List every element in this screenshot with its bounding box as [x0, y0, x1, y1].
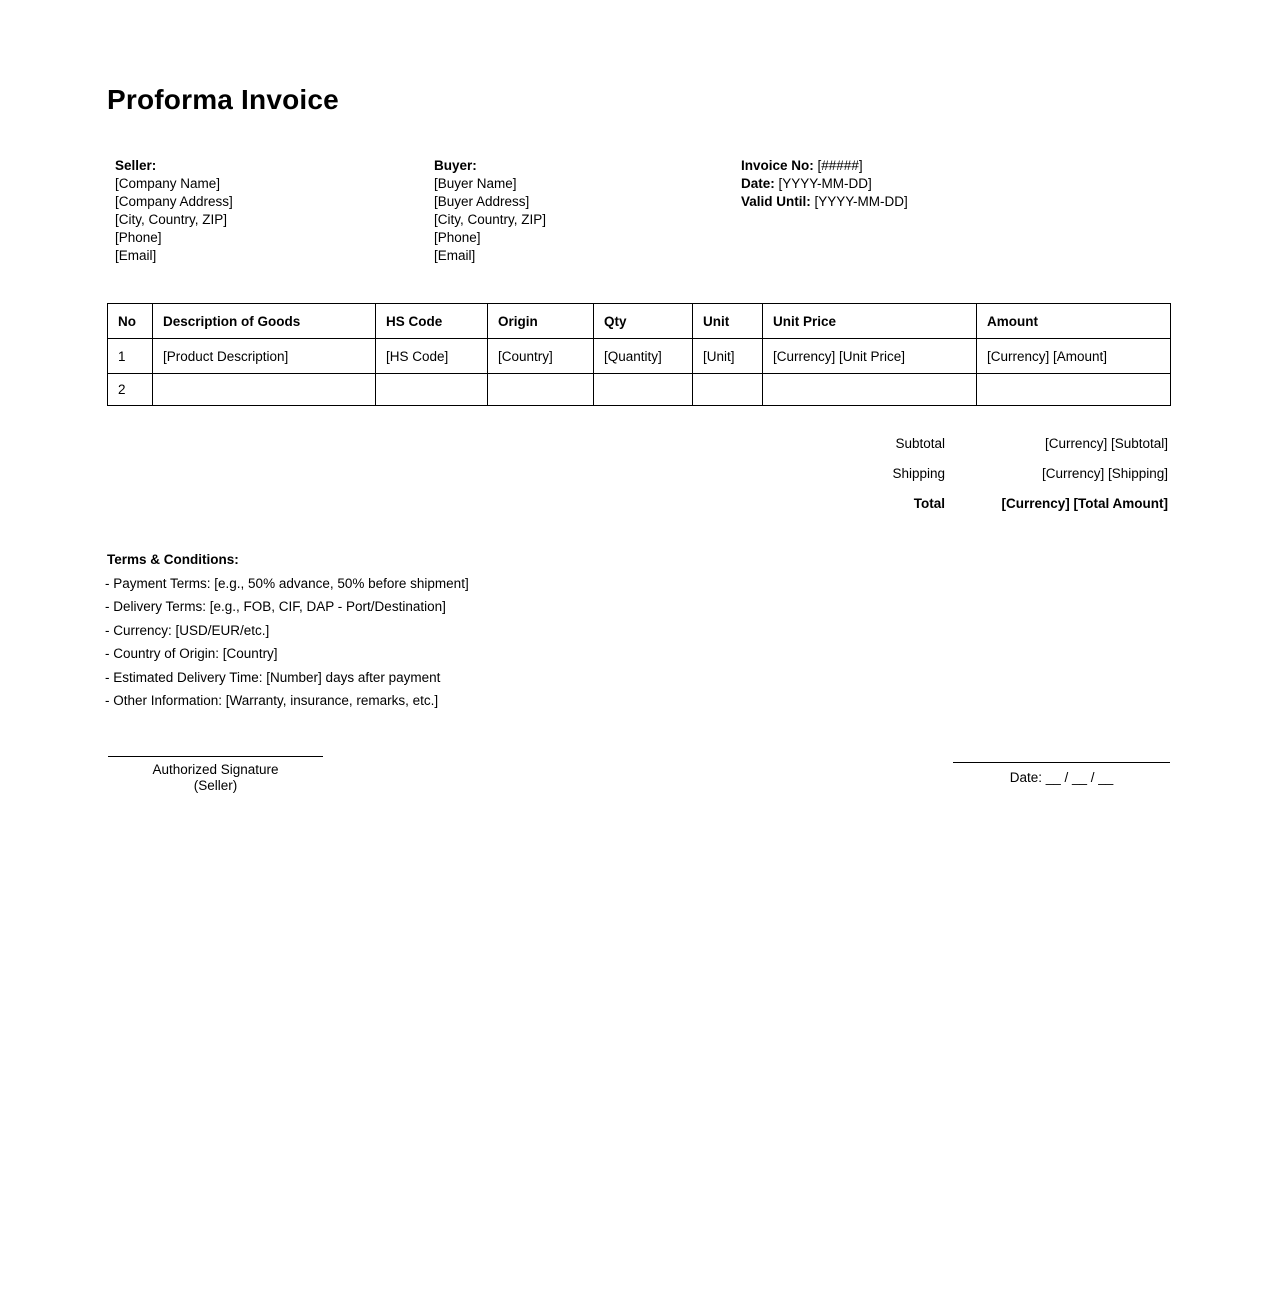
buyer-label: Buyer: — [434, 158, 477, 173]
invoice-date-line — [741, 175, 908, 193]
table-row — [108, 339, 1171, 374]
header-unit: Unit — [693, 304, 763, 339]
buyer-address: [Buyer Address] — [434, 194, 530, 209]
buyer-phone: [Phone] — [434, 230, 481, 245]
cell-unit: [Unit] — [693, 339, 763, 374]
cell-description: [Product Description] — [153, 339, 376, 374]
cell-origin — [488, 374, 594, 406]
cell-origin: [Country] — [488, 339, 594, 374]
header-unit-price: Unit Price — [763, 304, 977, 339]
date-caption: Date: __ / __ / __ — [1009, 770, 1114, 785]
terms-heading: Terms & Conditions: — [107, 552, 239, 567]
terms-payment: - Payment Terms: [e.g., 50% advance, 50% before shipment] — [105, 575, 469, 591]
header-amount: Amount — [977, 304, 1171, 339]
shipping-value: [Currency] [Shipping] — [1041, 465, 1168, 481]
header-origin: Origin — [488, 304, 594, 339]
subtotal-row — [740, 428, 1168, 458]
cell-amount: [Currency] [Amount] — [977, 339, 1171, 374]
cell-unit — [693, 374, 763, 406]
terms-currency: - Currency: [USD/EUR/etc.] — [105, 622, 270, 638]
seller-company-address: [Company Address] — [115, 194, 233, 209]
header-hs-code: HS Code — [376, 304, 488, 339]
header-description: Description of Goods — [153, 304, 376, 339]
seller-section — [115, 157, 233, 265]
cell-unit-price: [Currency] [Unit Price] — [763, 339, 977, 374]
valid-until-label: Valid Until: — [741, 194, 811, 209]
buyer-city-country-zip: [City, Country, ZIP] — [434, 212, 547, 227]
shipping-row — [740, 458, 1168, 488]
date-signature-line — [953, 762, 1170, 763]
buyer-email: [Email] — [434, 248, 476, 263]
buyer-name: [Buyer Name] — [434, 176, 517, 191]
seller-company-name: [Company Name] — [115, 176, 221, 191]
cell-hs-code — [376, 374, 488, 406]
cell-unit-price — [763, 374, 977, 406]
seller-city-country-zip: [City, Country, ZIP] — [115, 212, 228, 227]
valid-until-line — [741, 193, 908, 211]
cell-hs-code: [HS Code] — [376, 339, 488, 374]
total-value: [Currency] [Total Amount] — [1001, 495, 1168, 511]
shipping-label: Shipping — [892, 465, 945, 481]
items-table — [107, 303, 1171, 406]
subtotal-label: Subtotal — [895, 435, 945, 451]
invoice-date-label: Date: — [741, 176, 775, 191]
cell-no: 1 — [108, 339, 153, 374]
totals-section — [740, 428, 1168, 518]
signature-caption — [108, 762, 323, 794]
invoice-no-line — [741, 157, 908, 175]
terms-country-origin: - Country of Origin: [Country] — [105, 646, 278, 661]
cell-description — [153, 374, 376, 406]
invoice-no-label: Invoice No: — [741, 158, 814, 173]
total-label: Total — [913, 495, 945, 511]
table-row — [108, 374, 1171, 406]
signature-line — [108, 756, 323, 757]
terms-section — [107, 548, 469, 713]
terms-delivery: - Delivery Terms: [e.g., FOB, CIF, DAP - Port/Destination] — [105, 599, 446, 614]
valid-until-value: [YYYY-MM-DD] — [814, 194, 908, 209]
seller-label: Seller: — [115, 158, 157, 173]
cell-qty: [Quantity] — [594, 339, 693, 374]
terms-delivery-time: - Estimated Delivery Time: [Number] days after payment — [105, 669, 441, 685]
invoice-no-value: [#####] — [817, 158, 863, 173]
invoice-meta-section — [741, 157, 908, 211]
buyer-section — [434, 157, 546, 265]
terms-other-info: - Other Information: [Warranty, insurance, remarks, etc.] — [105, 693, 439, 708]
header-no: No — [108, 304, 153, 339]
total-row — [740, 488, 1168, 518]
subtotal-value: [Currency] [Subtotal] — [1044, 435, 1168, 451]
signature-caption-line1: Authorized Signature — [152, 762, 279, 777]
invoice-date-value: [YYYY-MM-DD] — [778, 176, 872, 191]
cell-no: 2 — [108, 374, 153, 406]
cell-amount — [977, 374, 1171, 406]
seller-phone: [Phone] — [115, 230, 162, 245]
table-header-row — [108, 304, 1171, 339]
cell-qty — [594, 374, 693, 406]
signature-caption-line2: (Seller) — [193, 778, 238, 793]
seller-email: [Email] — [115, 248, 157, 263]
header-qty: Qty — [594, 304, 693, 339]
page-title: Proforma Invoice — [107, 84, 339, 115]
